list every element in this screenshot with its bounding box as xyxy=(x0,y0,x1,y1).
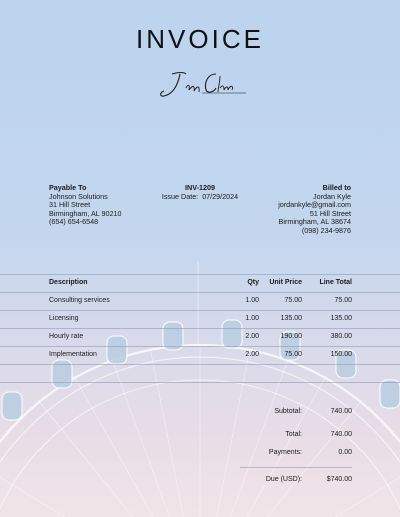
header-description: Description xyxy=(49,279,88,286)
billed-line: 51 Hill Street xyxy=(309,208,351,218)
due-label: Due (USD): xyxy=(265,476,302,483)
due-row xyxy=(52,476,352,488)
invoice-number: INV-1209 xyxy=(185,183,215,192)
total-value: 740.00 xyxy=(330,431,352,438)
table-row xyxy=(49,292,352,310)
header-unit-price: Unit Price xyxy=(269,279,302,286)
cell-description: Consulting services xyxy=(49,297,110,304)
cell-unit-price: 190.00 xyxy=(280,333,302,340)
totals-divider xyxy=(240,467,352,468)
issue-date-value: 07/29/2024 xyxy=(202,191,239,201)
table-row xyxy=(49,310,352,328)
issue-date-label: Issue Date: xyxy=(161,191,199,201)
table-header-row xyxy=(49,274,352,292)
header-qty: Qty xyxy=(247,279,259,286)
billed-to-block xyxy=(260,184,351,236)
payable-to-block xyxy=(49,184,159,227)
cell-unit-price: 135.00 xyxy=(280,315,302,322)
payable-heading: Payable To xyxy=(49,183,87,192)
table-row xyxy=(49,346,352,364)
payable-line: (654) 654-6548 xyxy=(49,217,99,227)
table-rule xyxy=(0,382,400,383)
billed-line: (098) 234-9876 xyxy=(301,225,351,235)
due-value: $740.00 xyxy=(326,476,352,483)
cell-qty: 2.00 xyxy=(245,333,259,340)
payable-line: Johnson Solutions xyxy=(49,191,108,201)
payments-row xyxy=(52,449,352,461)
cell-unit-price: 75.00 xyxy=(284,351,302,358)
billed-line: Birmingham, AL 38674 xyxy=(278,217,351,227)
total-label: Total: xyxy=(285,431,302,438)
subtotal-row xyxy=(52,408,352,420)
invoice-info-block xyxy=(160,184,240,201)
payments-value: 0.00 xyxy=(338,449,352,456)
payable-line: Birmingham, AL 90210 xyxy=(49,208,122,218)
payments-label: Payments: xyxy=(268,449,302,456)
total-row xyxy=(52,431,352,443)
billed-line: jordankyle@gmail.com xyxy=(278,200,351,210)
billed-heading: Billed to xyxy=(322,183,351,192)
cell-line-total: 380.00 xyxy=(330,333,352,340)
table-row xyxy=(49,328,352,346)
subtotal-label: Subtotal: xyxy=(274,408,302,415)
table-rule xyxy=(0,364,400,365)
header-line-total: Line Total xyxy=(319,279,352,286)
billed-line: Jordan Kyle xyxy=(313,191,351,201)
cell-description: Licensing xyxy=(49,315,79,322)
cell-qty: 1.00 xyxy=(245,297,259,304)
issue-date-line xyxy=(160,193,240,202)
cell-line-total: 150.00 xyxy=(330,351,352,358)
cell-qty: 1.00 xyxy=(245,315,259,322)
cell-qty: 2.00 xyxy=(245,351,259,358)
payable-line: 31 Hill Street xyxy=(49,200,91,210)
cell-description: Hourly rate xyxy=(49,333,84,340)
cell-line-total: 135.00 xyxy=(330,315,352,322)
cell-unit-price: 75.00 xyxy=(284,297,302,304)
invoice-title: INVOICE xyxy=(136,24,264,54)
cell-description: Implementation xyxy=(49,351,97,358)
subtotal-value: 740.00 xyxy=(330,408,352,415)
signature-logo xyxy=(150,66,250,106)
cell-line-total: 75.00 xyxy=(334,297,352,304)
